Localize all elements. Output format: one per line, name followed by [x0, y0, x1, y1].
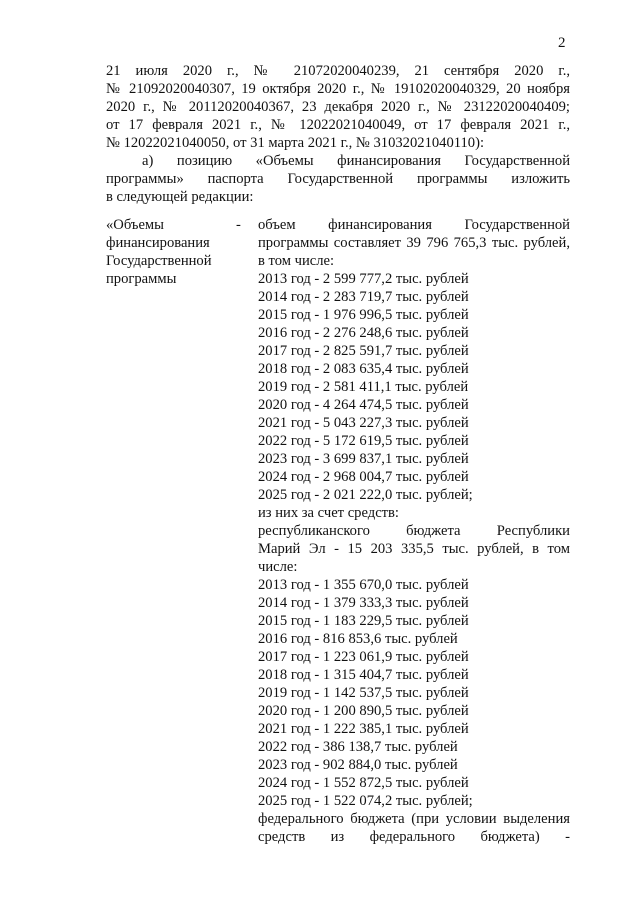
funding-line: 2021 год - 5 043 227,3 тыс. рублей: [258, 415, 469, 431]
funding-line: 2023 год - 3 699 837,1 тыс. рублей: [258, 451, 469, 467]
funding-line: 2015 год - 1 183 229,5 тыс. рублей: [258, 613, 469, 629]
funding-line: 2013 год - 2 599 777,2 тыс. рублей: [258, 271, 469, 287]
intro-line: № 12022021040050, от 31 марта 2021 г., № 31032021040110):: [106, 135, 485, 151]
intro-line: 2020 г., № 20112020040367, 23 декабря 2020 г., № 23122020040409;: [106, 99, 570, 115]
amendment-line: в следующей редакции:: [106, 189, 254, 205]
funding-line: 2016 год - 2 276 248,6 тыс. рублей: [258, 325, 469, 341]
funding-line: Марий Эл - 15 203 335,5 тыс. рублей, в том: [258, 541, 570, 557]
funding-line: 2022 год - 386 138,7 тыс. рублей: [258, 739, 458, 755]
funding-line: 2013 год - 1 355 670,0 тыс. рублей: [258, 577, 469, 593]
funding-line: 2019 год - 1 142 537,5 тыс. рублей: [258, 685, 469, 701]
intro-line: от 17 февраля 2021 г., № 12022021040049, от 17 февраля 2021 г.,: [106, 117, 570, 133]
amendment-line: а) позицию «Объемы финансирования Государственной: [142, 153, 570, 169]
funding-line: 2014 год - 1 379 333,3 тыс. рублей: [258, 595, 469, 611]
funding-line: федерального бюджета (при условии выделения: [258, 811, 570, 827]
funding-line: 2021 год - 1 222 385,1 тыс. рублей: [258, 721, 469, 737]
funding-line: 2014 год - 2 283 719,7 тыс. рублей: [258, 289, 469, 305]
funding-line: 2024 год - 2 968 004,7 тыс. рублей: [258, 469, 469, 485]
item-name-line: финансирования: [106, 235, 210, 251]
item-name-line: «Объемы: [106, 217, 164, 233]
funding-line: 2024 год - 1 552 872,5 тыс. рублей: [258, 775, 469, 791]
funding-line: из них за счет средств:: [258, 505, 399, 521]
funding-line: средств из федерального бюджета) -: [258, 829, 570, 845]
funding-line: 2023 год - 902 884,0 тыс. рублей: [258, 757, 458, 773]
funding-line: 2025 год - 2 021 222,0 тыс. рублей;: [258, 487, 473, 503]
funding-line: республиканского бюджета Республики: [258, 523, 570, 539]
funding-line: 2018 год - 1 315 404,7 тыс. рублей: [258, 667, 469, 683]
funding-line: 2015 год - 1 976 996,5 тыс. рублей: [258, 307, 469, 323]
amendment-line: программы» паспорта Государственной программы изложить: [106, 171, 570, 187]
funding-line: 2017 год - 1 223 061,9 тыс. рублей: [258, 649, 469, 665]
funding-line: 2019 год - 2 581 411,1 тыс. рублей: [258, 379, 469, 395]
item-separator: -: [236, 217, 241, 233]
funding-line: 2022 год - 5 172 619,5 тыс. рублей: [258, 433, 469, 449]
item-name-line: Государственной: [106, 253, 212, 269]
funding-line: 2020 год - 4 264 474,5 тыс. рублей: [258, 397, 469, 413]
page-number: 2: [558, 35, 566, 51]
funding-line: объем финансирования Государственной: [258, 217, 570, 233]
funding-line: программы составляет 39 796 765,3 тыс. рублей,: [258, 235, 570, 251]
passport-item-content: [258, 216, 570, 846]
funding-line: в том числе:: [258, 253, 335, 269]
passport-item-name: [106, 216, 256, 288]
item-name-line: программы: [106, 271, 177, 287]
funding-line: 2016 год - 816 853,6 тыс. рублей: [258, 631, 458, 647]
funding-line: 2018 год - 2 083 635,4 тыс. рублей: [258, 361, 469, 377]
funding-line: 2020 год - 1 200 890,5 тыс. рублей: [258, 703, 469, 719]
funding-line: 2017 год - 2 825 591,7 тыс. рублей: [258, 343, 469, 359]
funding-line: числе:: [258, 559, 298, 575]
funding-line: 2025 год - 1 522 074,2 тыс. рублей;: [258, 793, 473, 809]
intro-paragraph: [106, 62, 570, 206]
intro-line: 21 июля 2020 г., № 21072020040239, 21 сентября 2020 г.,: [106, 63, 570, 79]
intro-line: № 21092020040307, 19 октября 2020 г., № 19102020040329, 20 ноября: [106, 81, 570, 97]
